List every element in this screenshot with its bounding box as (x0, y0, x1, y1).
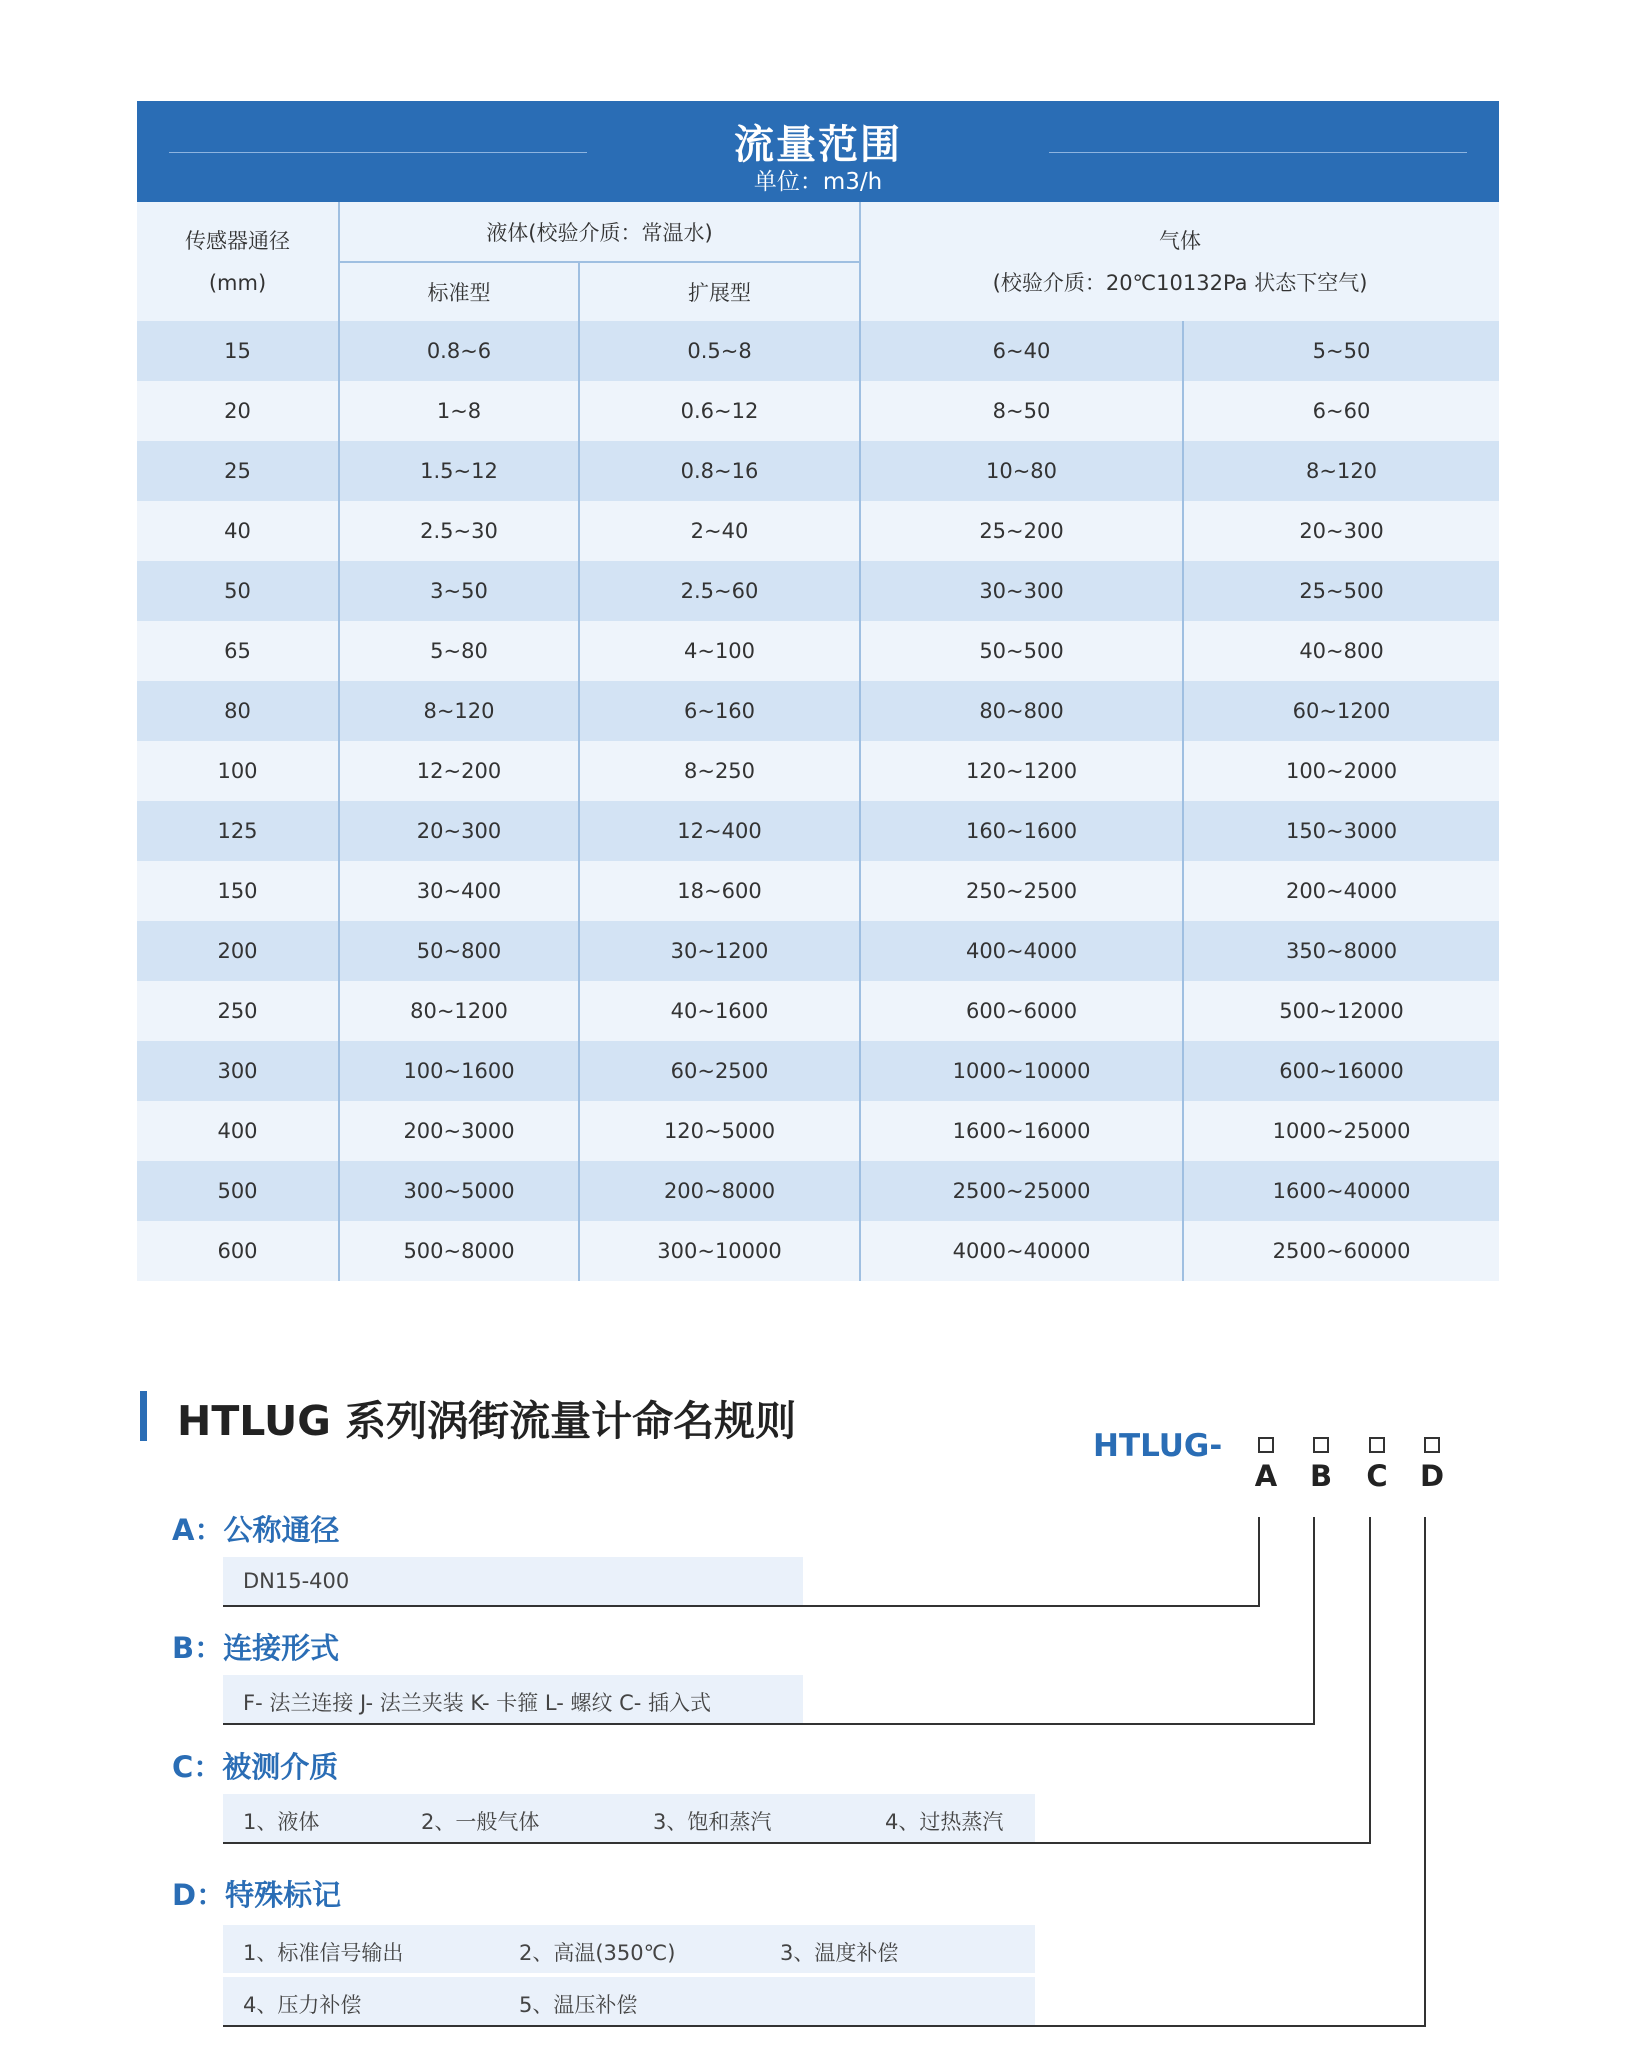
diameter-cell: 125 (137, 801, 339, 861)
gas-min-cell: 2500~25000 (860, 1161, 1183, 1221)
extended-cell: 4~100 (579, 621, 860, 681)
gas-min-cell: 400~4000 (860, 921, 1183, 981)
table-row (137, 1161, 1499, 1221)
table-banner (137, 101, 1499, 202)
section-c-item-1: 1、液体 (243, 1810, 320, 1834)
section-b-bar (223, 1675, 803, 1723)
gas-min-cell: 10~80 (860, 441, 1183, 501)
standard-cell: 500~8000 (339, 1221, 579, 1281)
flow-table-body (137, 321, 1499, 1281)
flow-range-table (137, 202, 1499, 1281)
gas-max-cell: 20~300 (1183, 501, 1499, 561)
header-liquid: 液体(校验介质：常温水) (339, 202, 860, 262)
gas-min-cell: 8~50 (860, 381, 1183, 441)
diameter-cell: 150 (137, 861, 339, 921)
gas-max-cell: 600~16000 (1183, 1041, 1499, 1101)
gas-max-cell: 2500~60000 (1183, 1221, 1499, 1281)
section-d-item-2: 2、高温(350℃) (519, 1941, 676, 1965)
gas-max-cell: 1600~40000 (1183, 1161, 1499, 1221)
table-title: 流量范围 (734, 122, 902, 168)
connector-b-horizontal (223, 1723, 1315, 1725)
connector-d-vertical (1424, 1517, 1426, 2027)
standard-cell: 50~800 (339, 921, 579, 981)
code-letter-c: C (1366, 1459, 1388, 1493)
diameter-cell: 500 (137, 1161, 339, 1221)
section-d-item-5: 5、温压补偿 (519, 1993, 638, 2017)
extended-cell: 2~40 (579, 501, 860, 561)
flow-range-section (137, 101, 1499, 1281)
extended-cell: 120~5000 (579, 1101, 860, 1161)
gas-min-cell: 6~40 (860, 321, 1183, 381)
gas-max-cell: 200~4000 (1183, 861, 1499, 921)
connector-b-vertical (1313, 1517, 1315, 1725)
standard-cell: 200~3000 (339, 1101, 579, 1161)
section-a-item: DN15-400 (243, 1569, 350, 1593)
header-diameter (137, 202, 339, 321)
header-standard: 标准型 (339, 262, 579, 321)
standard-cell: 12~200 (339, 741, 579, 801)
extended-cell: 60~2500 (579, 1041, 860, 1101)
standard-cell: 30~400 (339, 861, 579, 921)
table-unit: 单位：m3/h (753, 169, 883, 195)
header-extended: 扩展型 (579, 262, 860, 321)
section-d-item-1: 1、标准信号输出 (243, 1941, 404, 1965)
gas-min-cell: 160~1600 (860, 801, 1183, 861)
gas-max-cell: 500~12000 (1183, 981, 1499, 1041)
gas-max-cell: 8~120 (1183, 441, 1499, 501)
diameter-cell: 600 (137, 1221, 339, 1281)
standard-cell: 3~50 (339, 561, 579, 621)
section-a-bar (223, 1557, 803, 1605)
section-a-label: A：公称通径 (172, 1513, 340, 1547)
section-b-label: B：连接形式 (172, 1631, 340, 1665)
section-c-bar (223, 1794, 1035, 1842)
standard-cell: 100~1600 (339, 1041, 579, 1101)
standard-cell: 2.5~30 (339, 501, 579, 561)
diameter-cell: 40 (137, 501, 339, 561)
gas-max-cell: 25~500 (1183, 561, 1499, 621)
table-row (137, 801, 1499, 861)
connector-d-horizontal (223, 2025, 1426, 2027)
connector-c-horizontal (223, 1842, 1371, 1844)
code-box-d (1424, 1437, 1440, 1453)
diameter-cell: 250 (137, 981, 339, 1041)
section-d-item-3: 3、温度补偿 (780, 1941, 899, 1965)
section-c-item-2: 2、一般气体 (421, 1810, 540, 1834)
standard-cell: 8~120 (339, 681, 579, 741)
standard-cell: 0.8~6 (339, 321, 579, 381)
table-row (137, 741, 1499, 801)
gas-max-cell: 40~800 (1183, 621, 1499, 681)
connector-c-vertical (1369, 1517, 1371, 1844)
gas-min-cell: 600~6000 (860, 981, 1183, 1041)
header-diameter-label: 传感器通径 (185, 228, 290, 253)
code-letter-d: D (1419, 1459, 1445, 1493)
gas-min-cell: 80~800 (860, 681, 1183, 741)
gas-min-cell: 4000~40000 (860, 1221, 1183, 1281)
section-c-item-4: 4、过热蒸汽 (885, 1810, 1004, 1834)
extended-cell: 12~400 (579, 801, 860, 861)
table-row (137, 501, 1499, 561)
gas-min-cell: 120~1200 (860, 741, 1183, 801)
gas-max-cell: 350~8000 (1183, 921, 1499, 981)
gas-min-cell: 1000~10000 (860, 1041, 1183, 1101)
table-row (137, 561, 1499, 621)
gas-max-cell: 5~50 (1183, 321, 1499, 381)
diameter-cell: 300 (137, 1041, 339, 1101)
standard-cell: 1~8 (339, 381, 579, 441)
section-b-item: F- 法兰连接 J- 法兰夹装 K- 卡箍 L- 螺纹 C- 插入式 (243, 1691, 712, 1715)
diameter-cell: 400 (137, 1101, 339, 1161)
table-row (137, 1041, 1499, 1101)
table-row (137, 381, 1499, 441)
gas-min-cell: 50~500 (860, 621, 1183, 681)
table-row (137, 321, 1499, 381)
code-letter-a: A (1254, 1459, 1278, 1493)
gas-max-cell: 100~2000 (1183, 741, 1499, 801)
code-box-b (1313, 1437, 1329, 1453)
extended-cell: 8~250 (579, 741, 860, 801)
standard-cell: 5~80 (339, 621, 579, 681)
extended-cell: 200~8000 (579, 1161, 860, 1221)
diameter-cell: 15 (137, 321, 339, 381)
standard-cell: 300~5000 (339, 1161, 579, 1221)
table-row (137, 441, 1499, 501)
code-box-c (1369, 1437, 1385, 1453)
section-d-bar-1 (223, 1925, 1035, 1973)
section-c-label: C：被测介质 (172, 1750, 339, 1784)
header-diameter-unit: (mm) (208, 270, 267, 295)
diameter-cell: 100 (137, 741, 339, 801)
table-row (137, 621, 1499, 681)
extended-cell: 0.6~12 (579, 381, 860, 441)
gas-min-cell: 30~300 (860, 561, 1183, 621)
section-d-bar-2 (223, 1977, 1035, 2025)
table-row (137, 1221, 1499, 1281)
table-row (137, 981, 1499, 1041)
gas-min-cell: 25~200 (860, 501, 1183, 561)
gas-max-cell: 60~1200 (1183, 681, 1499, 741)
section-c-item-3: 3、饱和蒸汽 (653, 1810, 772, 1834)
diameter-cell: 25 (137, 441, 339, 501)
extended-cell: 0.8~16 (579, 441, 860, 501)
diameter-cell: 200 (137, 921, 339, 981)
connector-a-horizontal (223, 1605, 1260, 1607)
extended-cell: 6~160 (579, 681, 860, 741)
connector-a-vertical (1258, 1517, 1260, 1607)
gas-min-cell: 250~2500 (860, 861, 1183, 921)
table-row (137, 921, 1499, 981)
header-gas-medium: (校验介质：20℃10132Pa 状态下空气) (992, 270, 1368, 295)
model-code-prefix: HTLUG- (1093, 1428, 1223, 1464)
table-row (137, 861, 1499, 921)
header-gas (860, 202, 1499, 321)
section-d-label: D：特殊标记 (172, 1878, 342, 1912)
diameter-cell: 20 (137, 381, 339, 441)
table-row (137, 681, 1499, 741)
code-box-a (1258, 1437, 1274, 1453)
extended-cell: 40~1600 (579, 981, 860, 1041)
gas-min-cell: 1600~16000 (860, 1101, 1183, 1161)
diameter-cell: 50 (137, 561, 339, 621)
extended-cell: 30~1200 (579, 921, 860, 981)
standard-cell: 1.5~12 (339, 441, 579, 501)
extended-cell: 18~600 (579, 861, 860, 921)
gas-max-cell: 150~3000 (1183, 801, 1499, 861)
extended-cell: 2.5~60 (579, 561, 860, 621)
code-letter-b: B (1309, 1459, 1333, 1493)
diameter-cell: 65 (137, 621, 339, 681)
header-gas-label: 气体 (1159, 228, 1202, 253)
section-accent-bar (140, 1391, 147, 1441)
diameter-cell: 80 (137, 681, 339, 741)
gas-max-cell: 6~60 (1183, 381, 1499, 441)
section-d-item-4: 4、压力补偿 (243, 1993, 362, 2017)
standard-cell: 80~1200 (339, 981, 579, 1041)
extended-cell: 0.5~8 (579, 321, 860, 381)
standard-cell: 20~300 (339, 801, 579, 861)
gas-max-cell: 1000~25000 (1183, 1101, 1499, 1161)
naming-section-title: HTLUG 系列涡街流量计命名规则 (177, 1397, 797, 1445)
table-row (137, 1101, 1499, 1161)
extended-cell: 300~10000 (579, 1221, 860, 1281)
